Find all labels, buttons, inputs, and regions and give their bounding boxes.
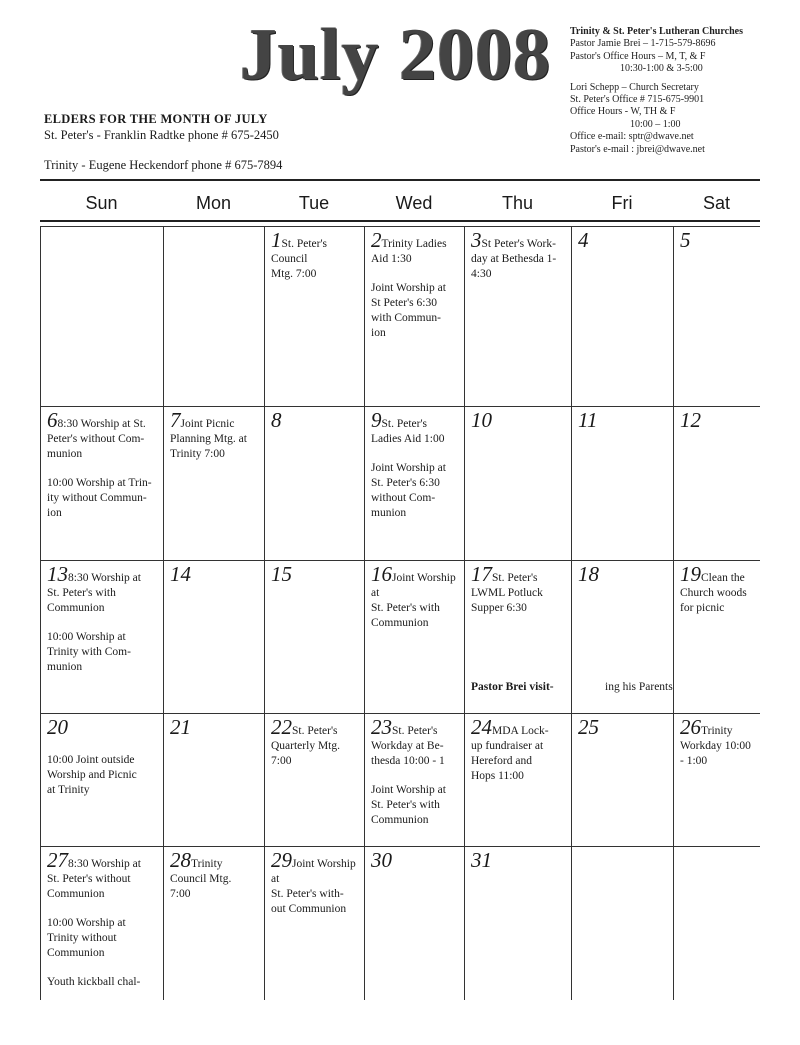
event-text: St. Peter's [292,725,338,737]
day-cell-6[interactable] [40,406,163,560]
pastor-hours: Pastor's Office Hours – M, T, & F [570,50,706,62]
empty-day-cell[interactable] [163,226,264,406]
event-text: St Peter's 6:30 [371,297,437,309]
day-cell-8[interactable] [264,406,364,560]
event-text: thesda 10:00 - 1 [371,755,445,767]
event-text-bottom: Pastor Brei visit- [471,681,554,693]
event-text: St. Peter's [392,725,438,737]
weekday-wed: Wed [395,193,433,213]
event-text: day at Bethesda 1- [471,253,557,265]
event-text: at Trinity [47,784,90,796]
day-number: 28 [170,848,191,872]
event-text: Communion [47,947,105,959]
event-text: Ladies Aid 1:00 [371,433,445,445]
day-number: 7 [170,408,181,432]
event-text: munion [47,448,83,460]
weekday-mon: Mon [195,193,231,213]
day-number: 14 [170,562,191,586]
day-cell-25[interactable] [571,713,673,846]
event-text: munion [47,661,83,673]
event-text: 8:30 Worship at St. [57,418,146,430]
day-cell-14[interactable] [163,560,264,713]
day-cell-7[interactable] [163,406,264,560]
event-text: 10:00 Joint outside [47,754,135,766]
day-cell-3[interactable] [464,226,571,406]
event-text: St Peter's Work- [481,238,556,250]
day-number: 20 [47,715,68,739]
day-cell-30[interactable] [364,846,464,1000]
event-text: 10:00 Worship at [47,917,126,929]
elder-st-peters: St. Peter's - Franklin Radtke phone # 675-2450 [44,128,279,142]
day-cell-31[interactable] [464,846,571,1000]
day-cell-12[interactable] [673,406,760,560]
event-text: 8:30 Worship at [68,572,141,584]
secretary-line: Lori Schepp – Church Secretary [570,81,699,93]
empty-day-cell[interactable] [673,846,760,1000]
event-text-bottom: ing his Parents [605,681,673,693]
day-number: 21 [170,715,191,739]
day-cell-13[interactable] [40,560,163,713]
event-text: ion [371,327,386,339]
event-text: Youth kickball chal- [47,976,141,988]
event-text: for picnic [680,602,725,614]
event-text: Planning Mtg. at [170,433,247,445]
office-hours: Office Hours - W, TH & F [570,106,676,118]
day-number: 23 [371,715,392,739]
church-info [570,26,792,156]
day-number: 31 [471,848,492,872]
day-cell-24[interactable] [464,713,571,846]
weekday-tue: Tue [298,193,330,213]
day-cell-28[interactable] [163,846,264,1000]
event-text: Joint Worship at [371,572,456,599]
weekday-sun: Sun [85,193,118,213]
day-number: 25 [578,715,599,739]
event-text: munion [371,507,407,519]
office-email: Office e-mail: sptr@dwave.net [570,131,694,143]
elders-heading: ELDERS FOR THE MONTH OF JULY [44,112,268,126]
event-text: without Com- [371,492,436,504]
event-text: Peter's without Com- [47,433,145,445]
event-text: Joint Worship at [271,858,356,885]
day-number: 5 [680,228,691,252]
event-text: with Commun- [371,312,441,324]
event-text: Communion [47,602,105,614]
event-text: Trinity with Com- [47,646,131,658]
empty-day-cell[interactable] [571,846,673,1000]
day-number: 10 [471,408,492,432]
event-text: Workday at Be- [371,740,444,752]
day-cell-2[interactable] [364,226,464,406]
event-text: 4:30 [471,268,492,280]
day-cell-20[interactable] [40,713,163,846]
event-text: Church woods [680,587,747,599]
empty-day-cell[interactable] [40,226,163,406]
event-text: 10:00 Worship at [47,631,126,643]
event-text: St. Peter's with [371,799,440,811]
event-text: Aid 1:30 [371,253,412,265]
day-cell-26[interactable] [673,713,760,846]
day-number: 3 [471,228,482,252]
day-number: 11 [578,408,598,432]
event-text: out Communion [271,903,347,915]
day-cell-17[interactable] [464,560,571,713]
event-text: St. Peter's with [371,602,440,614]
day-number: 6 [47,408,58,432]
pastor-hours-times: 10:30-1:00 & 3-5:00 [620,63,703,75]
event-text: Quarterly Mtg. [271,740,340,752]
day-cell-22[interactable] [264,713,364,846]
event-text: St. Peter's with- [271,888,344,900]
day-number: 22 [271,715,292,739]
day-cell-4[interactable] [571,226,673,406]
event-text: Hops 11:00 [471,770,524,782]
event-text: LWML Potluck [471,587,543,599]
event-text: Joint Worship at [371,784,446,796]
day-cell-11[interactable] [571,406,673,560]
day-number: 8 [271,408,282,432]
event-text: Worship and Picnic [47,769,137,781]
day-number: 24 [471,715,492,739]
event-text: - 1:00 [680,755,708,767]
event-text: Trinity [701,725,733,737]
day-cell-18[interactable] [571,560,673,713]
event-text: St. Peter's [381,418,428,430]
weekday-fri: Fri [611,193,633,213]
pastor-line: Pastor Jamie Brei – 1-715-579-8696 [570,38,716,50]
day-cell-21[interactable] [163,713,264,846]
event-text: Communion [47,888,105,900]
pastor-email: Pastor's e-mail : jbrei@dwave.net [570,143,705,155]
event-text: Trinity 7:00 [170,448,225,460]
event-text: ion [47,507,62,519]
event-text: ity without Commun- [47,492,147,504]
day-cell-1[interactable] [264,226,364,406]
day-cell-23[interactable] [364,713,464,846]
event-text: Hereford and [471,755,532,767]
event-text: Clean the [701,572,745,584]
event-text: 10:00 Worship at Trin- [47,477,152,489]
day-number: 16 [371,562,392,586]
day-cell-5[interactable] [673,226,760,406]
event-text: Trinity without [47,932,117,944]
day-number: 27 [47,848,68,872]
event-text: Communion [371,814,429,826]
calendar-grid [40,226,760,1000]
event-text: St. Peter's without [47,873,131,885]
event-text: Joint Picnic [180,418,235,430]
event-text: up fundraiser at [471,740,544,752]
event-text: Joint Worship at [371,282,446,294]
day-cell-29[interactable] [264,846,364,1000]
event-text: Supper 6:30 [471,602,527,614]
day-number: 29 [271,848,292,872]
event-text: Council Mtg. [170,873,232,885]
event-text: Joint Worship at [371,462,446,474]
day-number: 12 [680,408,701,432]
event-text: Workday 10:00 [680,740,751,752]
day-number: 17 [471,562,492,586]
day-number: 1 [271,228,282,252]
day-number: 26 [680,715,701,739]
calendar-top-rule [40,179,760,181]
event-text: Mtg. 7:00 [271,268,317,280]
elder-trinity: Trinity - Eugene Heckendorf phone # 675-7894 [44,158,283,172]
event-text: St. Peter's with [47,587,116,599]
day-number: 13 [47,562,68,586]
day-cell-10[interactable] [464,406,571,560]
day-number: 15 [271,562,292,586]
day-number: 19 [680,562,701,586]
office-phone: St. Peter's Office # 715-675-9901 [570,94,705,106]
day-cell-9[interactable] [364,406,464,560]
day-number: 9 [371,408,382,432]
event-text: St. Peter's Council [271,238,328,265]
event-text: 7:00 [170,888,191,900]
day-cell-27[interactable] [40,846,163,1000]
weekday-thu: Thu [501,193,534,213]
event-text: Communion [371,617,429,629]
weekday-sat: Sat [702,193,731,213]
day-number: 2 [371,228,382,252]
event-text: 8:30 Worship at [68,858,141,870]
event-text: MDA Lock- [492,725,549,737]
church-name: Trinity & St. Peter's Lutheran Churches [570,26,743,37]
day-number: 30 [371,848,392,872]
page-title: July 2008 [240,14,552,96]
event-text: Trinity Ladies [381,238,447,250]
day-number: 4 [578,228,589,252]
calendar-header-rule [40,220,760,222]
event-text: St. Peter's [492,572,538,584]
day-cell-15[interactable] [264,560,364,713]
day-cell-19[interactable] [673,560,760,713]
day-cell-16[interactable] [364,560,464,713]
day-number: 18 [578,562,599,586]
office-hours-times: 10:00 – 1:00 [630,118,681,130]
event-text: Trinity [191,858,223,870]
event-text: 7:00 [271,755,292,767]
event-text: St. Peter's 6:30 [371,477,440,489]
